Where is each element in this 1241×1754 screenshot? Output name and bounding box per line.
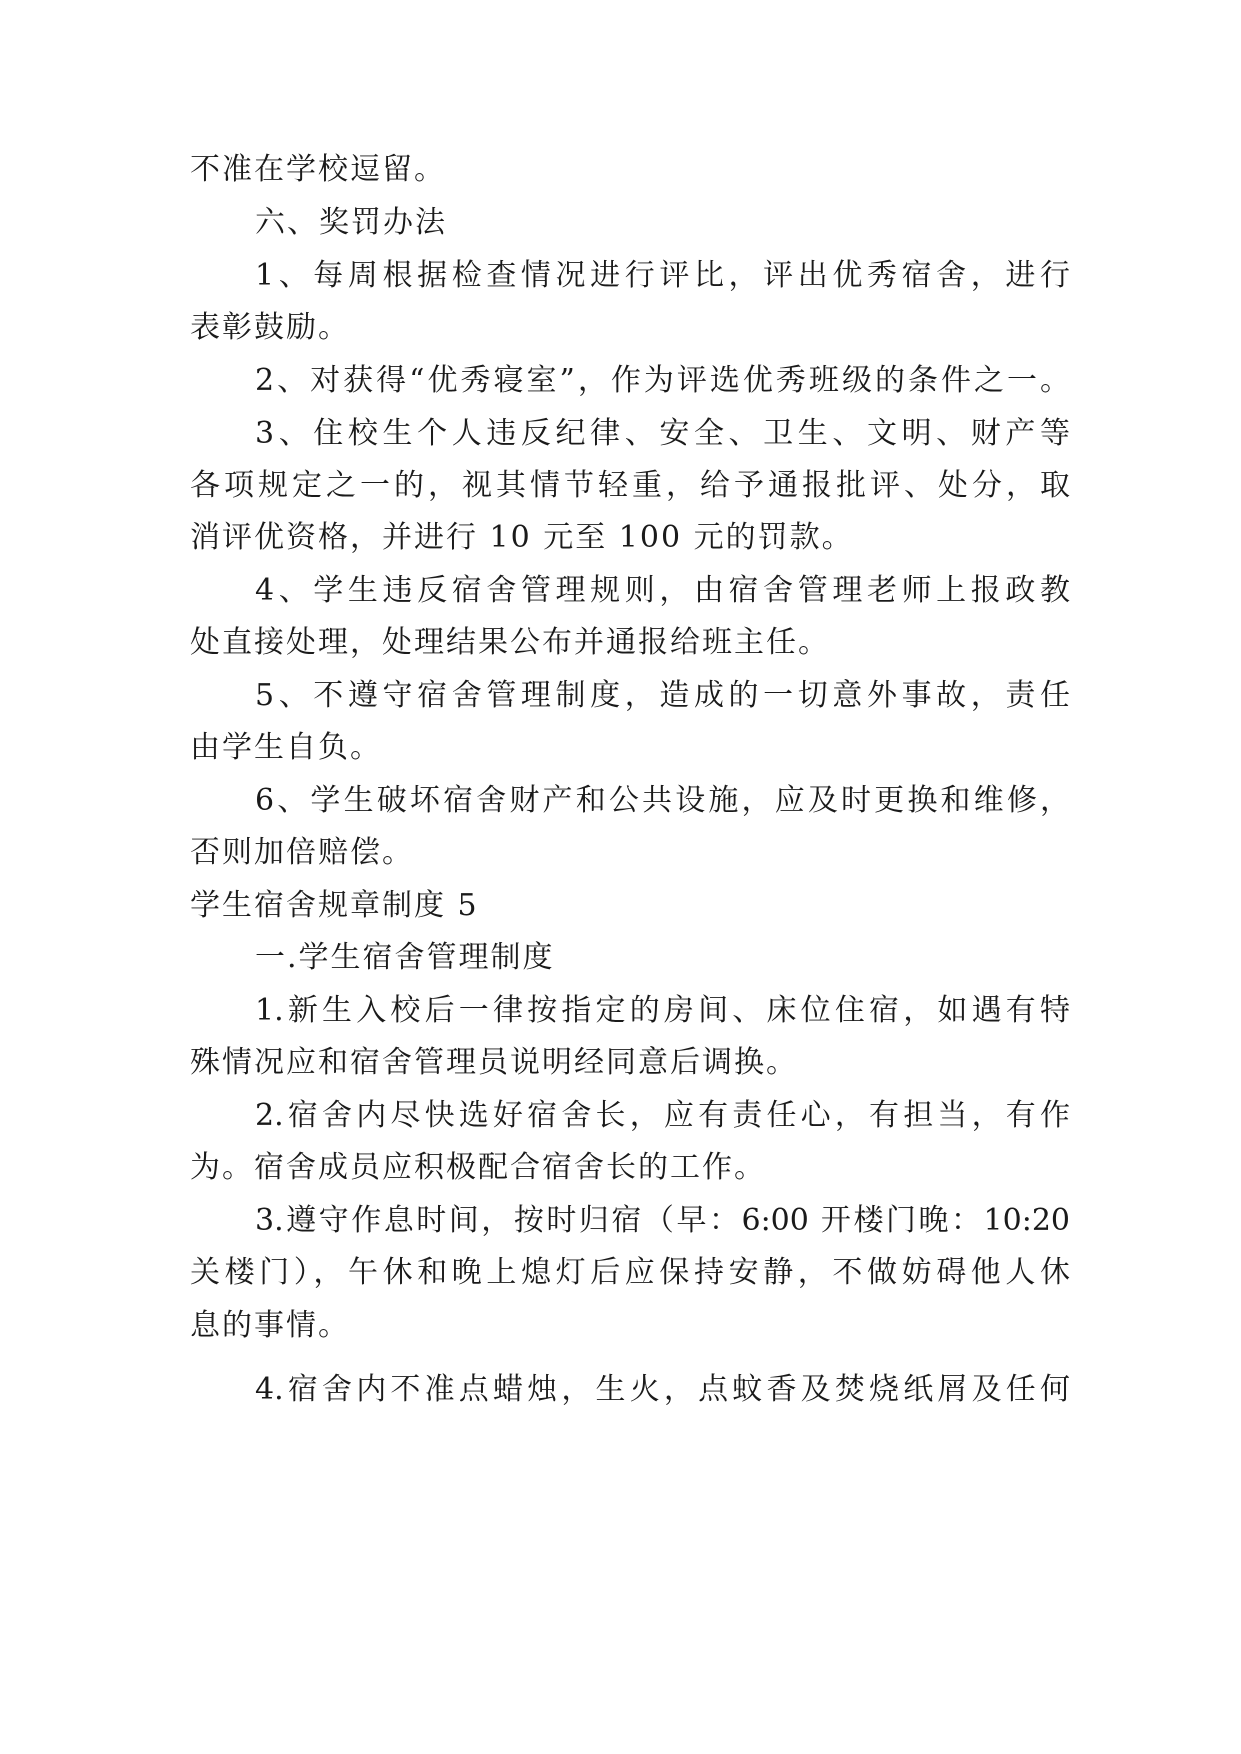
- text-line: 4.宿舍内不准点蜡烛，生火，点蚊香及焚烧纸屑及任何: [255, 1372, 1070, 1407]
- text-line: 息的事情。: [190, 1308, 350, 1343]
- text-line: 1、每周根据检查情况进行评比，评出优秀宿舍，进行: [255, 258, 1070, 293]
- text-line: 6、学生破坏宿舍财产和公共设施，应及时更换和维修，: [255, 783, 1070, 818]
- text-line: 不准在学校逗留。: [190, 152, 446, 187]
- text-line: 3.遵守作息时间，按时归宿（早：6:00 开楼门晚：10:20: [255, 1203, 1070, 1238]
- text-line: 否则加倍赔偿。: [190, 835, 414, 870]
- text-line: 关楼门），午休和晚上熄灯后应保持安静，不做妨碍他人休: [190, 1255, 1070, 1290]
- text-line: 消评优资格，并进行 10 元至 100 元的罚款。: [190, 520, 854, 555]
- section-heading: 一.学生宿舍管理制度: [255, 940, 555, 975]
- text-line: 4、学生违反宿舍管理规则，由宿舍管理老师上报政教: [255, 573, 1070, 608]
- text-line: 殊情况应和宿舍管理员说明经同意后调换。: [190, 1045, 798, 1080]
- text-line: 处直接处理，处理结果公布并通报给班主任。: [190, 625, 830, 660]
- text-line: 表彰鼓励。: [190, 310, 350, 345]
- section-title: 学生宿舍规章制度 5: [190, 888, 479, 923]
- section-heading: 六、奖罚办法: [255, 205, 447, 240]
- text-line: 1.新生入校后一律按指定的房间、床位住宿，如遇有特: [255, 993, 1070, 1028]
- text-line: 各项规定之一的，视其情节轻重，给予通报批评、处分，取: [190, 468, 1070, 503]
- text-line: 2.宿舍内尽快选好宿舍长，应有责任心，有担当，有作: [255, 1098, 1070, 1133]
- text-line: 2、对获得“优秀寝室”，作为评选优秀班级的条件之一。: [255, 363, 1070, 398]
- text-line: 5、不遵守宿舍管理制度，造成的一切意外事故，责任: [255, 678, 1070, 713]
- text-line: 3、住校生个人违反纪律、安全、卫生、文明、财产等: [255, 416, 1070, 451]
- text-line: 为。宿舍成员应积极配合宿舍长的工作。: [190, 1150, 766, 1185]
- text-line: 由学生自负。: [190, 730, 382, 765]
